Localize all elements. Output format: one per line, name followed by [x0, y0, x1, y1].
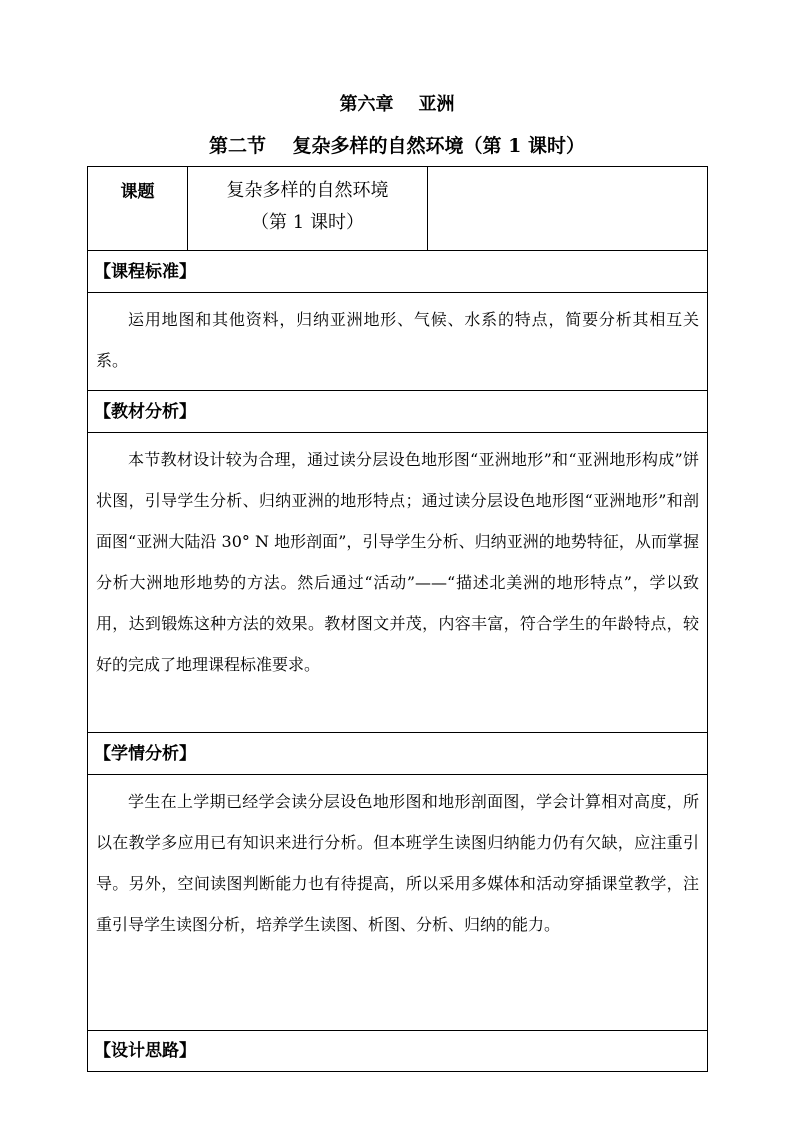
student-text: 学生在上学期已经学会读分层设色地形图和地形剖面图，学会计算相对高度，所以在教学多应用已有知识来进行分析。但本班学生读图归纳能力仍有欠缺，应注重引导。另外，空间读图判断能力也有待提高，所以采用多媒体和活动穿插课堂教学，注重引导学生读图分析，培养学生读图、析图、分析、归纳的能力。 — [88, 775, 708, 1031]
student-heading-row — [88, 733, 708, 775]
student-heading: 【学情分析】 — [88, 733, 708, 775]
chapter-title: 第六章 亚洲 — [339, 94, 455, 115]
topic-row — [88, 167, 708, 251]
material-body-row — [88, 433, 708, 733]
topic-empty-cell — [428, 167, 708, 251]
standard-body-row — [88, 293, 708, 391]
topic-title-line1: 复杂多样的自然环境 — [226, 180, 389, 201]
material-heading-row — [88, 391, 708, 433]
topic-label: 课题 — [88, 167, 188, 251]
standard-heading-row — [88, 251, 708, 293]
material-text: 本节教材设计较为合理，通过读分层设色地形图“亚洲地形”和“亚洲地形构成”饼状图，引导学生分析、归纳亚洲的地形特点；通过读分层设色地形图“亚洲地形”和剖面图“亚洲大陆沿 30° N 地形剖面”，引导学生分析、归纳亚洲的地势特征，从而掌握分析大洲地形地势的方法。然后通过“活动”——“描述北美洲的地形特点”，学以致用，达到锻炼这种方法的效果。教材图文并茂，内容丰富，符合学生的年龄特点，较好的完成了地理课程标准要求。 — [88, 433, 708, 733]
topic-title-line2: （第 1 课时） — [251, 212, 364, 233]
design-heading: 【设计思路】 — [88, 1031, 708, 1072]
standard-heading: 【课程标准】 — [88, 251, 708, 293]
topic-title-cell — [188, 167, 428, 251]
student-body-row — [88, 775, 708, 1031]
standard-text: 运用地图和其他资料，归纳亚洲地形、气候、水系的特点，简要分析其相互关系。 — [88, 293, 708, 391]
material-heading: 【教材分析】 — [88, 391, 708, 433]
lesson-plan-table — [87, 166, 708, 1072]
design-heading-row — [88, 1031, 708, 1072]
section-title: 第二节 复杂多样的自然环境（第 1 课时） — [209, 135, 585, 157]
